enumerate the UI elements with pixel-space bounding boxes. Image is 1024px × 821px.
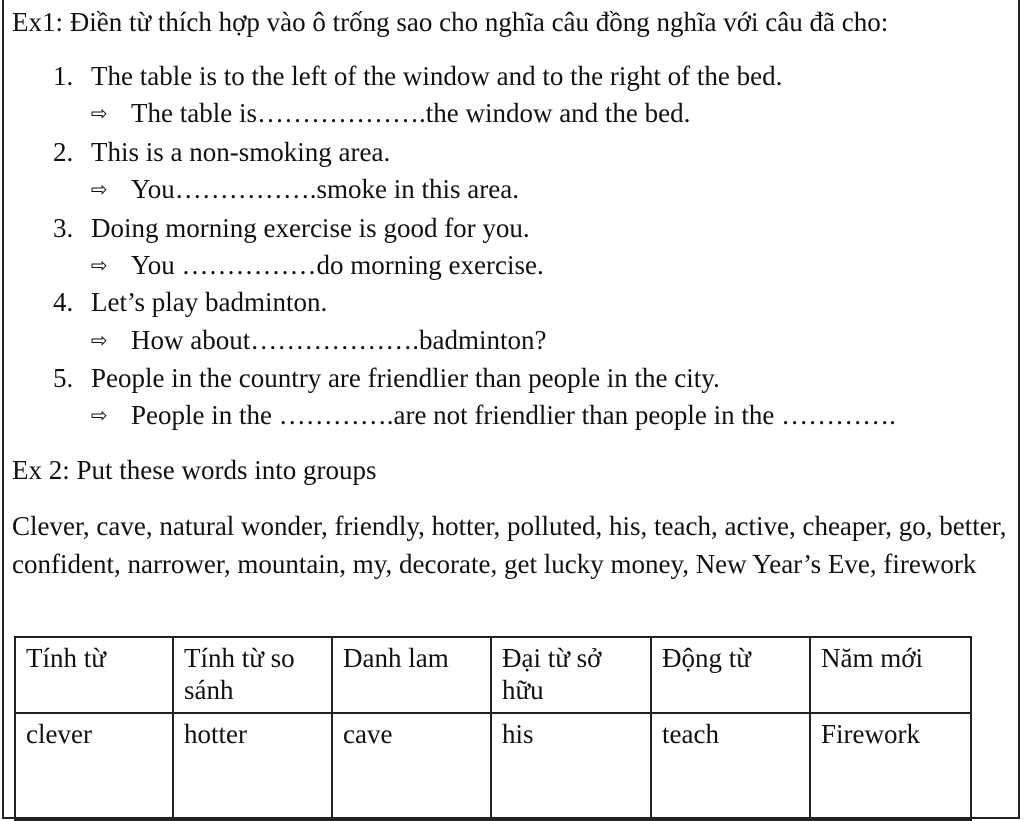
question-text: This is a non-smoking area. (91, 137, 391, 167)
question-text: People in the country are friendlier than people in the city. (91, 363, 720, 393)
table-cell: Firework (810, 713, 971, 820)
header-cell-possessive: Đại từ sở hữu (491, 637, 651, 713)
table-cell: his (491, 713, 651, 820)
question-3 (53, 210, 530, 246)
answer-text: You ……………do morning exercise. (131, 250, 544, 280)
arrow-right-icon: ⇨ (91, 101, 108, 125)
answer-3 (91, 247, 544, 283)
arrow-right-icon: ⇨ (91, 253, 108, 277)
exercise-1-heading: Ex1: Điền từ thích hợp vào ô trống sao cho nghĩa câu đồng nghĩa với câu đã cho: (12, 7, 889, 37)
answer-1 (91, 95, 690, 131)
table-cell: clever (15, 713, 173, 820)
word-groups-table (14, 636, 972, 821)
answer-5 (91, 397, 896, 433)
question-4 (53, 284, 327, 320)
arrow-right-icon: ⇨ (91, 177, 108, 201)
table-header-row (15, 637, 971, 713)
table-cell: hotter (173, 713, 332, 820)
header-cell-verb: Động từ (651, 637, 810, 713)
question-1 (53, 58, 782, 94)
table-row (15, 713, 971, 820)
arrow-right-icon: ⇨ (91, 328, 108, 352)
header-cell-comparative: Tính từ so sánh (173, 637, 332, 713)
question-text: Let’s play badminton. (91, 287, 328, 317)
question-text: Doing morning exercise is good for you. (91, 213, 530, 243)
question-number: 5. (53, 363, 74, 393)
table-cell: teach (651, 713, 810, 820)
question-number: 1. (53, 61, 74, 91)
answer-text: How about……………….badminton? (131, 325, 547, 355)
word-list: Clever, cave, natural wonder, friendly, hotter, polluted, his, teach, active, cheaper, go, better, confident, narrower, mountain, my, decorate, get lucky money, New Year’s Eve, firework (12, 511, 1007, 579)
header-cell-landmark: Danh lam (332, 637, 491, 713)
exercise-2-heading: Ex 2: Put these words into groups (12, 455, 377, 485)
arrow-right-icon: ⇨ (91, 403, 108, 427)
answer-text: The table is……………….the window and the bed. (131, 98, 691, 128)
answer-2 (91, 171, 519, 207)
question-text: The table is to the left of the window and to the right of the bed. (91, 61, 783, 91)
table-cell: cave (332, 713, 491, 820)
question-number: 3. (53, 213, 74, 243)
question-5 (53, 360, 720, 396)
question-number: 4. (53, 287, 74, 317)
answer-4 (91, 322, 546, 358)
header-cell-adjective: Tính từ (15, 637, 173, 713)
question-2 (53, 134, 390, 170)
question-number: 2. (53, 137, 74, 167)
header-cell-new-year: Năm mới (810, 637, 971, 713)
answer-text: People in the ………….are not friendlier than people in the …………. (131, 400, 896, 430)
answer-text: You…………….smoke in this area. (131, 174, 519, 204)
